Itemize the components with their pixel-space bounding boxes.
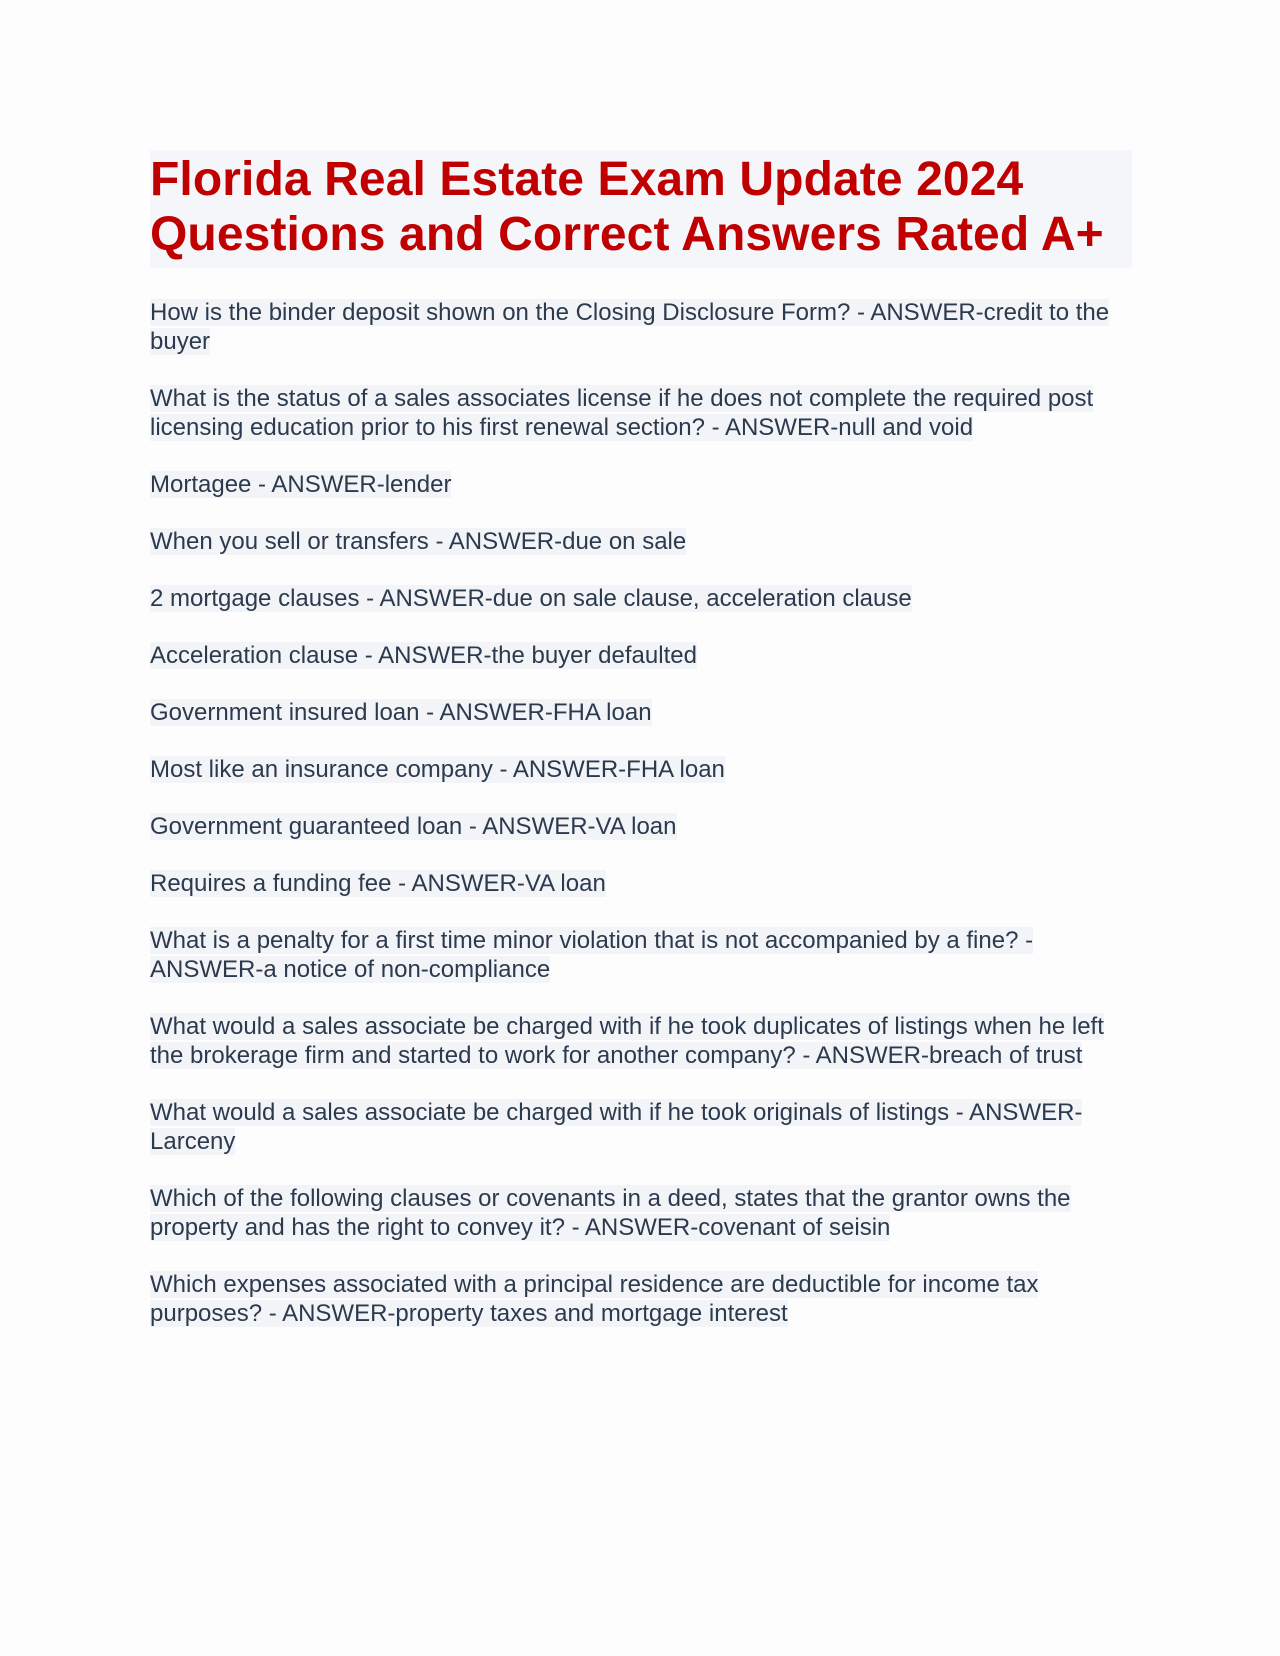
qa-item	[150, 470, 1132, 499]
qa-text: Most like an insurance company - ANSWER-FHA loan	[150, 756, 725, 783]
title-block	[150, 150, 1132, 268]
qa-text: Which expenses associated with a principal residence are deductible for income tax purposes? - ANSWER-property taxes and mortgage interest	[150, 1271, 1039, 1327]
qa-text: Government guaranteed loan - ANSWER-VA loan	[150, 813, 677, 840]
qa-text: What would a sales associate be charged with if he took duplicates of listings when he left the brokerage firm and started to work for another company? - ANSWER-breach of trust	[150, 1013, 1104, 1069]
qa-text: 2 mortgage clauses - ANSWER-due on sale clause, acceleration clause	[150, 585, 912, 612]
qa-item	[150, 584, 1132, 613]
qa-text: What would a sales associate be charged with if he took originals of listings - ANSWER-Larceny	[150, 1099, 1083, 1155]
qa-item	[150, 1012, 1132, 1070]
qa-text: Acceleration clause - ANSWER-the buyer defaulted	[150, 642, 697, 669]
qa-item	[150, 298, 1132, 356]
qa-text: When you sell or transfers - ANSWER-due on sale	[150, 528, 687, 555]
qa-item	[150, 1184, 1132, 1242]
qa-text: What is the status of a sales associates license if he does not complete the required post licensing education prior to his first renewal section? - ANSWER-null and void	[150, 385, 1094, 441]
document-page	[150, 150, 1132, 1356]
qa-text: What is a penalty for a first time minor violation that is not accompanied by a fine? - ANSWER-a notice of non-compliance	[150, 927, 1034, 983]
qa-text: Which of the following clauses or covenants in a deed, states that the grantor owns the property and has the right to convey it? - ANSWER-covenant of seisin	[150, 1185, 1071, 1241]
qa-list	[150, 298, 1132, 1328]
qa-item	[150, 527, 1132, 556]
qa-item	[150, 384, 1132, 442]
qa-text: Requires a funding fee - ANSWER-VA loan	[150, 870, 606, 897]
qa-text: Mortagee - ANSWER-lender	[150, 471, 452, 498]
qa-item	[150, 641, 1132, 670]
qa-item	[150, 1270, 1132, 1328]
qa-item	[150, 926, 1132, 984]
qa-text: How is the binder deposit shown on the Closing Disclosure Form? - ANSWER-credit to the buyer	[150, 299, 1110, 355]
qa-item	[150, 698, 1132, 727]
qa-item	[150, 1098, 1132, 1156]
qa-item	[150, 812, 1132, 841]
document-title: Florida Real Estate Exam Update 2024 Questions and Correct Answers Rated A+	[150, 153, 1104, 261]
qa-text: Government insured loan - ANSWER-FHA loan	[150, 699, 652, 726]
qa-item	[150, 755, 1132, 784]
qa-item	[150, 869, 1132, 898]
